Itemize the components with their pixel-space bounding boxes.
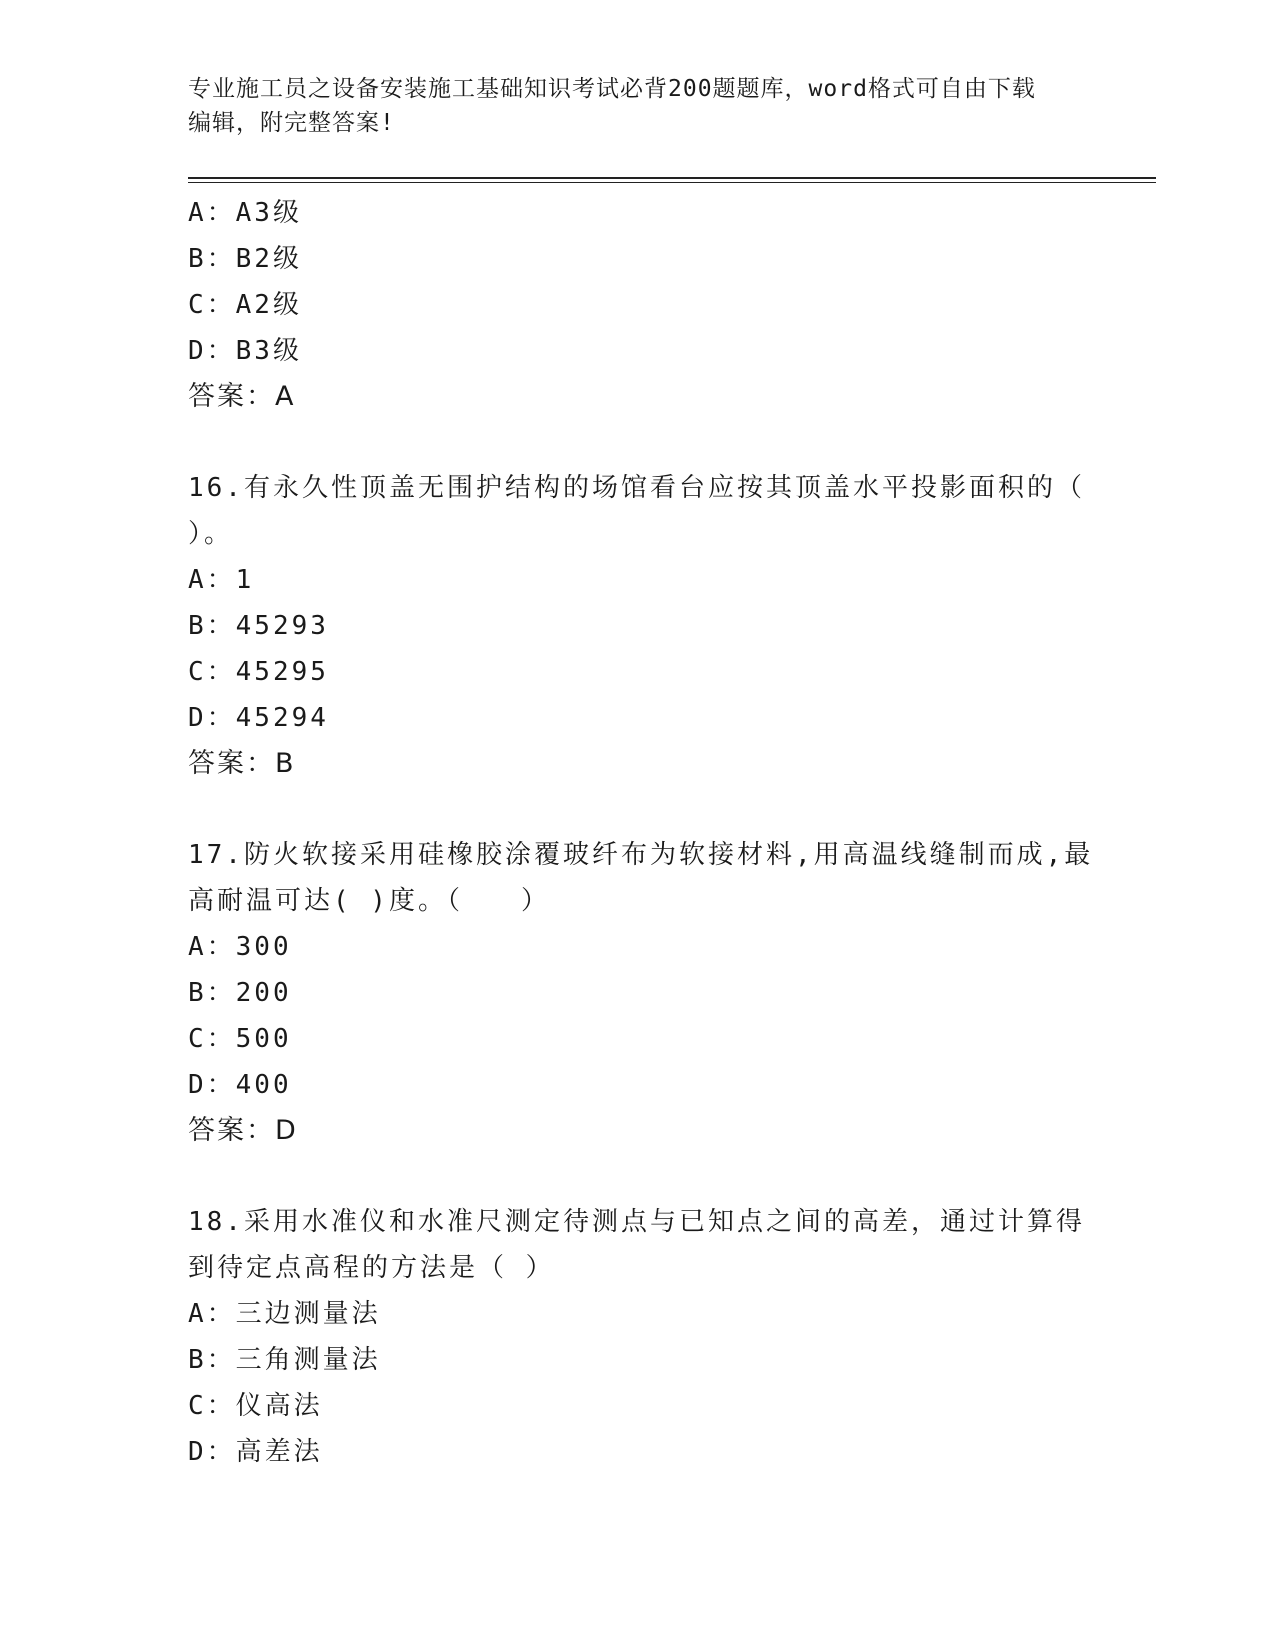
option-a: A：三边测量法 — [188, 1299, 381, 1329]
header-title-line1: 专业施工员之设备安装施工基础知识考试必背200题题库，word格式可自由下载 — [188, 76, 1036, 102]
option-a: A：300 — [188, 932, 292, 962]
question-15 — [188, 190, 1088, 420]
question-stem-line2: 到待定点高程的方法是（ ） — [188, 1253, 555, 1283]
question-stem-line1: 17.防火软接采用硅橡胶涂覆玻纤布为软接材料,用高温线缝制而成,最 — [188, 840, 1094, 870]
option-c: C：仪高法 — [188, 1391, 323, 1421]
question-list — [188, 190, 1094, 1475]
option-d: D：45294 — [188, 703, 329, 733]
option-d: D：400 — [188, 1070, 292, 1100]
answer-line: 答案：D — [188, 1115, 298, 1146]
header-title-line2: 编辑，附完整答案! — [188, 110, 395, 136]
question-stem-line1: 16.有永久性顶盖无围护结构的场馆看台应按其顶盖水平投影面积的（ — [188, 473, 1085, 503]
question-stem-line2: 高耐温可达( )度。（ ） — [188, 886, 550, 916]
document-header — [188, 72, 1068, 140]
option-c: C：500 — [188, 1024, 292, 1054]
option-a: A：1 — [188, 565, 255, 595]
option-d: D：B3级 — [188, 336, 302, 366]
option-b: B：B2级 — [188, 244, 302, 274]
answer-line: 答案：A — [188, 381, 296, 412]
option-d: D：高差法 — [188, 1437, 323, 1467]
option-b: B：三角测量法 — [188, 1345, 381, 1375]
option-b: B：200 — [188, 978, 292, 1008]
header-divider-thick — [188, 177, 1156, 179]
question-stem-line1: 18.采用水准仪和水准尺测定待测点与已知点之间的高差，通过计算得 — [188, 1207, 1085, 1237]
option-b: B：45293 — [188, 611, 329, 641]
answer-line: 答案：B — [188, 748, 296, 779]
option-a: A：A3级 — [188, 198, 302, 228]
question-18 — [188, 1199, 1088, 1475]
question-17 — [188, 832, 1094, 1154]
spacer — [188, 420, 1088, 465]
question-stem-line2: ）。 — [188, 519, 234, 549]
header-divider-thin — [188, 182, 1156, 183]
option-c: C：45295 — [188, 657, 329, 687]
spacer — [188, 1154, 1088, 1199]
spacer — [188, 787, 1088, 832]
option-c: C：A2级 — [188, 290, 302, 320]
question-16 — [188, 465, 1088, 787]
